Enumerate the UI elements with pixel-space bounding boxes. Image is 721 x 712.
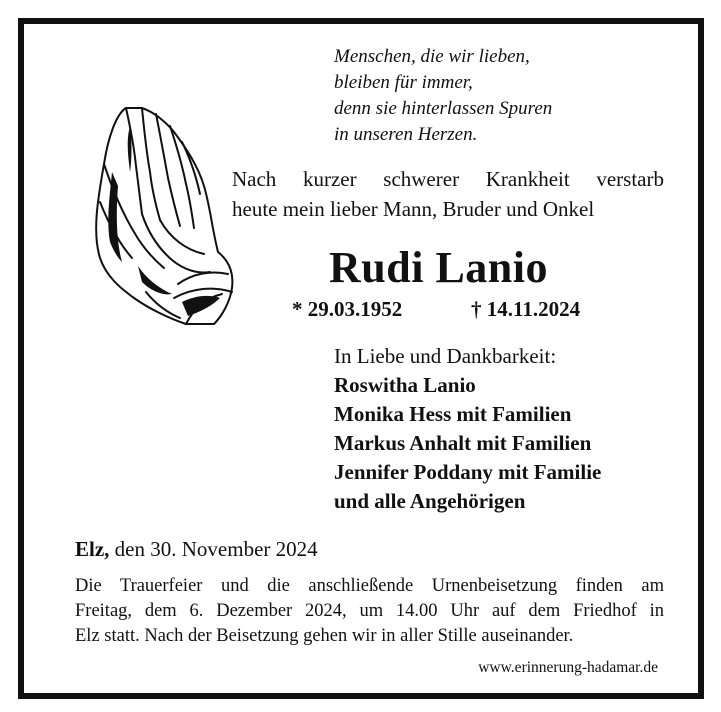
- funeral-info-line: Elz statt. Nach der Beisetzung gehen wir in aller Stille auseinander.: [75, 626, 574, 646]
- deceased-name: Rudi Lanio: [329, 243, 548, 292]
- birth-date: * 29.03.1952: [292, 297, 403, 321]
- mourner-name: Roswitha Lanio: [334, 373, 476, 397]
- mourner-name: Monika Hess mit Familien: [334, 402, 572, 426]
- website-link[interactable]: www.erinnerung-hadamar.de: [478, 659, 658, 676]
- funeral-info-line: Freitag, dem 6. Dezember 2024, um 14.00 Uhr auf dem Friedhof in: [75, 601, 664, 621]
- mourner-name: Markus Anhalt mit Familien: [334, 431, 592, 455]
- funeral-info-line: Die Trauerfeier und die anschließende Urnenbeisetzung finden am: [75, 576, 664, 596]
- date: den 30. November 2024: [114, 537, 318, 561]
- poem-line: Menschen, die wir lieben,: [334, 46, 530, 67]
- mourner-name: Jennifer Poddany mit Familie: [334, 460, 602, 484]
- announcement-text: [232, 164, 664, 224]
- mourners-block: [334, 342, 601, 516]
- poem-line: bleiben für immer,: [334, 72, 473, 93]
- poem: [334, 44, 552, 148]
- place: Elz,: [75, 537, 110, 561]
- place-date: [75, 537, 318, 562]
- praying-hands-icon: [82, 102, 242, 328]
- announcement-line: heute mein lieber Mann, Bruder und Onkel: [232, 197, 595, 221]
- funeral-info: [75, 574, 664, 649]
- announcement-line: Nach kurzer schwerer Krankheit verstarb: [232, 167, 664, 191]
- poem-line: denn sie hinterlassen Spuren: [334, 98, 553, 119]
- mourner-name: und alle Angehörigen: [334, 489, 526, 513]
- obituary-frame: [18, 18, 704, 699]
- mourners-lead: In Liebe und Dankbarkeit:: [334, 344, 557, 368]
- poem-line: in unseren Herzen.: [334, 124, 478, 145]
- death-date: † 14.11.2024: [471, 297, 581, 321]
